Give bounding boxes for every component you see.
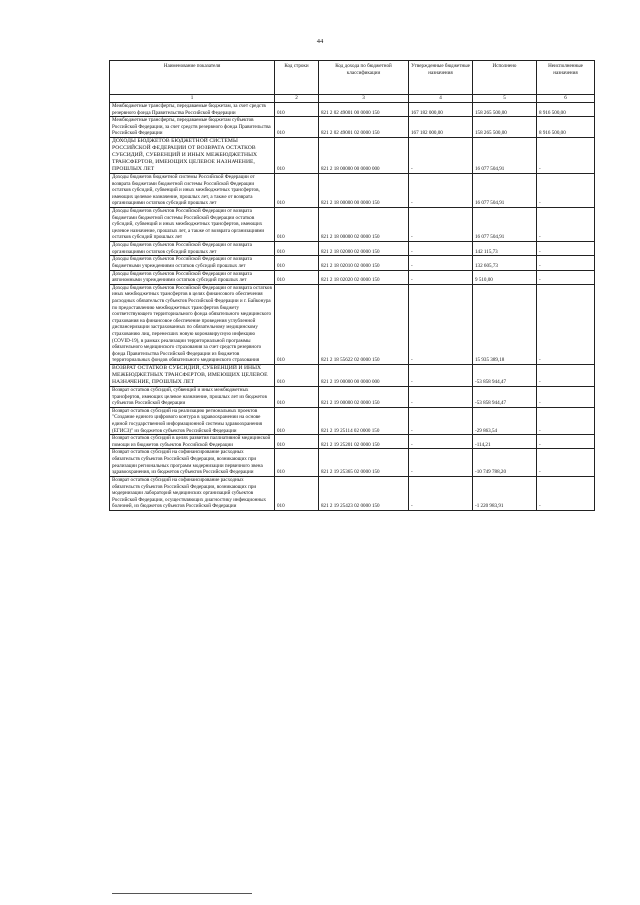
row-line-code: 010 [275, 173, 319, 207]
row-unexecuted: - [537, 365, 595, 387]
column-number: 1 [110, 95, 275, 103]
row-unexecuted: - [537, 242, 595, 256]
row-unexecuted: - [537, 173, 595, 207]
column-number: 6 [537, 95, 595, 103]
header-approved: Утвержденные бюджетные назначения [409, 61, 473, 95]
row-unexecuted: - [537, 407, 595, 434]
table-row [110, 208, 595, 242]
row-indicator-name: ВОЗВРАТ ОСТАТКОВ СУБСИДИЙ, СУБВЕНЦИЙ И ИНЫХ МЕЖБЮДЖЕТНЫХ ТРАНСФЕРТОВ, ИМЕЮЩИХ ЦЕЛЕВОЕ НАЗНАЧЕНИЕ, ПРОШЛЫХ ЛЕТ [110, 365, 275, 387]
table-row [110, 256, 595, 270]
row-line-code: 010 [275, 270, 319, 284]
table-row [110, 386, 595, 407]
row-approved: - [409, 449, 473, 476]
table-row [110, 103, 595, 117]
page-number: 44 [316, 38, 324, 45]
column-number: 5 [473, 95, 537, 103]
row-executed: -53 858 944,47 [473, 386, 537, 407]
row-approved: - [409, 270, 473, 284]
row-line-code: 010 [275, 103, 319, 117]
table-row [110, 449, 595, 476]
row-executed: 158 265 500,00 [473, 103, 537, 117]
row-budget-code: 821 2 19 25201 02 0000 150 [319, 435, 409, 449]
footer-rule [112, 893, 252, 894]
column-number: 2 [275, 95, 319, 103]
row-budget-code: 821 2 19 00000 00 0000 000 [319, 365, 409, 387]
row-approved: - [409, 407, 473, 434]
row-approved: - [409, 173, 473, 207]
header-budget-code: Код дохода по бюджетной классификации [319, 61, 409, 95]
row-indicator-name: Доходы бюджетов бюджетной системы Российской Федерации от возврата бюджетами бюджетной системы Российской Федерации остатков субсидий, субвенций и иных межбюджетных трансфертов, имеющих целевое назначение, прошлых лет, а также от возврата организациями остатков субсидий прошлых лет [110, 173, 275, 207]
row-budget-code: 821 2 19 00000 02 0000 150 [319, 386, 409, 407]
row-approved: - [409, 208, 473, 242]
header-indicator-name: Наименование показателя [110, 61, 275, 95]
row-unexecuted: - [537, 449, 595, 476]
row-budget-code: 821 2 18 00000 00 0000 000 [319, 138, 409, 174]
row-line-code: 010 [275, 449, 319, 476]
row-approved: - [409, 386, 473, 407]
header-unexecuted: Неисполненные назначения [537, 61, 595, 95]
column-number: 4 [409, 95, 473, 103]
row-unexecuted: 8 916 500,00 [537, 103, 595, 117]
row-line-code: 010 [275, 242, 319, 256]
row-indicator-name: Доходы бюджетов субъектов Российской Федерации от возврата автономными учреждениями остатков субсидий прошлых лет [110, 270, 275, 284]
table-row [110, 476, 595, 510]
table-header-row [110, 61, 595, 95]
row-line-code: 010 [275, 435, 319, 449]
row-unexecuted: - [537, 208, 595, 242]
row-approved: - [409, 138, 473, 174]
row-line-code: 010 [275, 386, 319, 407]
row-budget-code: 821 2 18 00000 02 0000 150 [319, 208, 409, 242]
row-line-code: 010 [275, 476, 319, 510]
row-approved: - [409, 242, 473, 256]
row-budget-code: 821 2 18 02020 02 0000 150 [319, 270, 409, 284]
table-row [110, 242, 595, 256]
row-approved: - [409, 256, 473, 270]
header-executed: Исполнено [473, 61, 537, 95]
row-indicator-name: Возврат остатков субсидий на софинансирование расходных обязательств субъектов Российской Федерации, возникающих при реализации региональных программ модернизации первичного звена здравоохранения, из бюджетов субъектов Российской Федерации [110, 449, 275, 476]
table-row [110, 284, 595, 364]
row-unexecuted: - [537, 138, 595, 174]
row-indicator-name: Доходы бюджетов субъектов Российской Федерации от возврата бюджетами бюджетной системы Российской Федерации остатков субсидий, субвенций и иных межбюджетных трансфертов, имеющих целевое назначение, прошлых лет, а также от возврата организациями остатков субсидий прошлых лет [110, 208, 275, 242]
table-body [110, 103, 595, 511]
row-approved: 167 182 000,00 [409, 117, 473, 138]
row-budget-code: 821 2 02 49001 02 0000 150 [319, 117, 409, 138]
row-indicator-name: Возврат остатков субсидий на реализацию региональных проектов "Создание единого цифрового контура в здравоохранении на основе единой государственной информационной системы здравоохранения (ЕГИСЗ)" из бюджетов субъектов Российской Федерации [110, 407, 275, 434]
table-row [110, 173, 595, 207]
table-row [110, 270, 595, 284]
row-indicator-name: Межбюджетные трансферты, передаваемые бюджетам субъектов Российской Федерации, за счет средств резервного фонда Правительства Российской Федерации [110, 117, 275, 138]
row-approved: - [409, 435, 473, 449]
row-executed: -1 220 983,91 [473, 476, 537, 510]
row-budget-code: 821 2 18 02010 02 0000 150 [319, 256, 409, 270]
column-number-row [110, 95, 595, 103]
row-indicator-name: Возврат остатков субсидий в целях развития паллиативной медицинской помощи из бюджетов субъектов Российской Федерации [110, 435, 275, 449]
row-line-code: 010 [275, 256, 319, 270]
row-line-code: 010 [275, 117, 319, 138]
row-executed: 16 077 504,91 [473, 138, 537, 174]
row-unexecuted: - [537, 476, 595, 510]
table-row [110, 435, 595, 449]
row-approved: - [409, 284, 473, 364]
row-unexecuted: - [537, 284, 595, 364]
row-indicator-name: Доходы бюджетов субъектов Российской Федерации от возврата остатков иных межбюджетных трансфертов в целях финансового обеспечения расходных обязательств субъектов Российской Федерации и г. Байконура по предоставлению межбюджетных трансфертов бюджету соответствующего территориального фонда обязательного медицинского страхования на финансовое обеспечение проведения углубленной диспансеризации застрахованных по обязательному медицинскому страхованию лиц, перенесших новую коронавирусную инфекцию (COVID-19), в рамках реализации территориальной программы обязательного медицинского страхования за счет средств резервного фонда Правительства Российской Федерации из бюджетов территориальных фондов обязательного медицинского страхования [110, 284, 275, 364]
row-executed: 142 115,73 [473, 242, 537, 256]
row-executed: 158 265 500,00 [473, 117, 537, 138]
row-line-code: 010 [275, 365, 319, 387]
table-row [110, 365, 595, 387]
row-executed: -10 749 788,20 [473, 449, 537, 476]
row-unexecuted: - [537, 435, 595, 449]
table-row [110, 138, 595, 174]
row-executed: 15 935 389,18 [473, 284, 537, 364]
row-budget-code: 821 2 02 49001 00 0000 150 [319, 103, 409, 117]
row-indicator-name: Возврат остатков субсидий на софинансирование расходных обязательств субъектов Российской Федерации, возникающих при модернизации лабораторий медицинских организаций субъектов Российской Федерации, осуществляющих диагностику инфекционных болезней, из бюджетов субъектов Российской Федерации [110, 476, 275, 510]
row-unexecuted: 8 916 500,00 [537, 117, 595, 138]
row-budget-code: 821 2 19 25114 02 0000 150 [319, 407, 409, 434]
row-unexecuted: - [537, 256, 595, 270]
row-budget-code: 821 2 19 25423 02 0000 150 [319, 476, 409, 510]
row-executed: 9 510,00 [473, 270, 537, 284]
table-row [110, 407, 595, 434]
column-number: 3 [319, 95, 409, 103]
row-executed: 16 077 504,91 [473, 173, 537, 207]
row-executed: 16 077 504,91 [473, 208, 537, 242]
row-unexecuted: - [537, 270, 595, 284]
row-executed: 132 605,73 [473, 256, 537, 270]
header-line-code: Код строки [275, 61, 319, 95]
row-unexecuted: - [537, 386, 595, 407]
row-line-code: 010 [275, 208, 319, 242]
row-line-code: 010 [275, 284, 319, 364]
row-executed: -29 863,54 [473, 407, 537, 434]
row-indicator-name: Доходы бюджетов субъектов Российской Федерации от возврата организациями остатков субсидий прошлых лет [110, 242, 275, 256]
row-budget-code: 821 2 19 25365 02 0000 150 [319, 449, 409, 476]
row-indicator-name: Межбюджетные трансферты, передаваемые бюджетам, за счет средств резервного фонда Правительства Российской Федерации [110, 103, 275, 117]
row-executed: -53 858 944,47 [473, 365, 537, 387]
row-budget-code: 821 2 18 02000 02 0000 150 [319, 242, 409, 256]
row-line-code: 010 [275, 407, 319, 434]
row-line-code: 010 [275, 138, 319, 174]
row-approved: - [409, 365, 473, 387]
table-row [110, 117, 595, 138]
row-approved: - [409, 476, 473, 510]
row-indicator-name: ДОХОДЫ БЮДЖЕТОВ БЮДЖЕТНОЙ СИСТЕМЫ РОССИЙСКОЙ ФЕДЕРАЦИИ ОТ ВОЗВРАТА ОСТАТКОВ СУБСИДИЙ, СУБВЕНЦИЙ И ИНЫХ МЕЖБЮДЖЕТНЫХ ТРАНСФЕРТОВ, ИМЕЮЩИХ ЦЕЛЕВОЕ НАЗНАЧЕНИЕ, ПРОШЛЫХ ЛЕТ [110, 138, 275, 174]
row-executed: -114,21 [473, 435, 537, 449]
row-approved: 167 182 000,00 [409, 103, 473, 117]
row-indicator-name: Доходы бюджетов субъектов Российской Федерации от возврата бюджетными учреждениями остатков субсидий прошлых лет [110, 256, 275, 270]
row-indicator-name: Возврат остатков субсидий, субвенций и иных межбюджетных трансфертов, имеющих целевое назначение, прошлых лет из бюджетов субъектов Российской Федерации [110, 386, 275, 407]
row-budget-code: 821 2 18 55622 02 0000 150 [319, 284, 409, 364]
row-budget-code: 821 2 18 00000 00 0000 150 [319, 173, 409, 207]
report-table [109, 60, 595, 511]
